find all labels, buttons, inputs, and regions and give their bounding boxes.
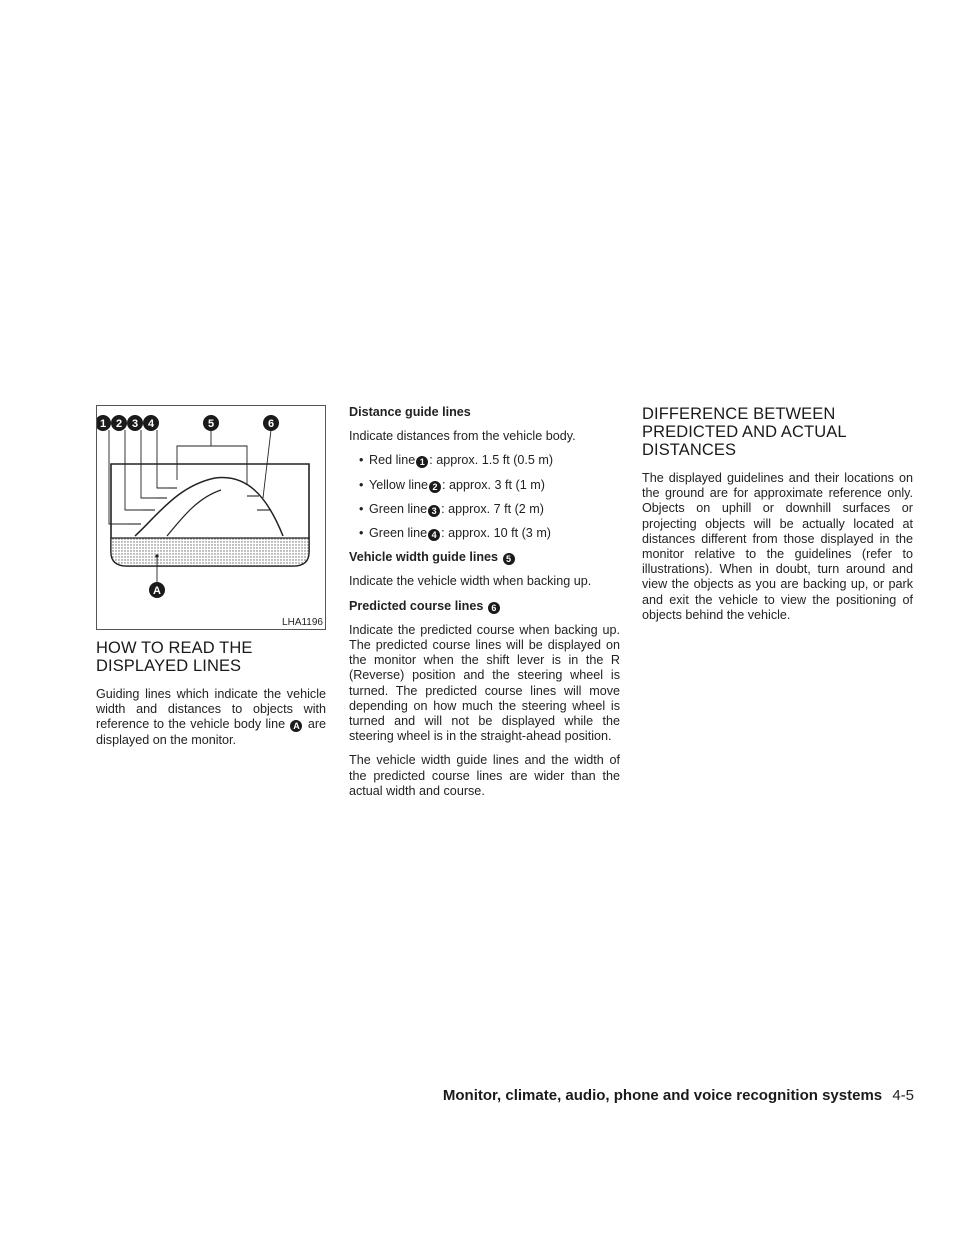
distance-guide-heading: Distance guide lines xyxy=(349,405,471,419)
svg-text:A: A xyxy=(153,585,161,597)
svg-text:2: 2 xyxy=(115,418,123,430)
page-footer xyxy=(443,1087,914,1105)
footer-title: Monitor, climate, audio, phone and voice recognition systems xyxy=(442,1087,883,1104)
bullet-green-line-3m: • Green line 4 : approx. 10 ft (3 m) xyxy=(359,526,551,541)
callout-2-icon: 2 xyxy=(429,481,441,493)
page-number: 4-5 xyxy=(892,1087,914,1104)
read-lines-paragraph: Guiding lines which indicate the vehicle width and distances to objects with reference to the vehicle body line A are displayed on the monitor. xyxy=(96,687,327,747)
svg-text:4: 4 xyxy=(147,418,155,430)
right-column xyxy=(642,405,913,632)
svg-text:5: 5 xyxy=(207,418,215,430)
guide-lines-diagram xyxy=(97,406,325,629)
vehicle-body-line xyxy=(111,538,309,566)
left-column xyxy=(96,405,326,757)
svg-text:3: 3 xyxy=(131,418,139,430)
callout-5-icon: 5 xyxy=(503,553,515,565)
bullet-yellow-line: • Yellow line 2 : approx. 3 ft (1 m) xyxy=(359,477,545,492)
callout-4-icon: 4 xyxy=(428,529,440,541)
guide-lines-figure xyxy=(96,405,326,630)
difference-text: The displayed guidelines and their locations on the ground are for approximate reference only. Objects on uphill or downhill surfaces or projecting objects will be actually located at distances different from those displayed in the monitor relative to the guidelines (refer to illustrations). When in doubt, turn around and view the objects as you are backing up, or park and exit the vehicle to view the positioning of objects behind the vehicle. xyxy=(642,471,913,622)
svg-text:6: 6 xyxy=(267,418,275,430)
svg-text:1: 1 xyxy=(99,418,107,430)
predicted-course-heading: Predicted course lines 6 xyxy=(349,599,620,614)
vehicle-width-heading: Vehicle width guide lines 5 xyxy=(349,550,620,565)
distance-intro: Indicate distances from the vehicle body. xyxy=(349,429,576,444)
callout-a-icon: A xyxy=(290,720,302,732)
width-note: The vehicle width guide lines and the width of the predicted course lines are wider than the actual width and course. xyxy=(349,753,620,798)
bullet-green-line-2m: • Green line 3 : approx. 7 ft (2 m) xyxy=(359,501,544,516)
middle-column xyxy=(349,405,620,808)
section-heading-difference: DIFFERENCE BETWEEN PREDICTED AND ACTUAL DISTANCES xyxy=(642,405,847,459)
bullet-red-line: • Red line 1 : approx. 1.5 ft (0.5 m) xyxy=(359,453,554,468)
callout-6-icon: 6 xyxy=(488,602,500,614)
section-heading-read-lines: HOW TO READ THE DISPLAYED LINES xyxy=(96,639,253,675)
vehicle-width-text: Indicate the vehicle width when backing up. xyxy=(349,574,592,589)
callout-1-icon: 1 xyxy=(416,456,428,468)
callout-3-icon: 3 xyxy=(428,505,440,517)
predicted-course-text: Indicate the predicted course when backing up. The predicted course lines will be displayed on the monitor when the shift lever is in the R (Reverse) position and the steering wheel is turned. The predicted course lines will move depending on how much the steering wheel is turned and will not be displayed while the steering wheel is in the straight-ahead position. xyxy=(349,622,620,744)
figure-id: LHA1196 xyxy=(282,617,323,628)
